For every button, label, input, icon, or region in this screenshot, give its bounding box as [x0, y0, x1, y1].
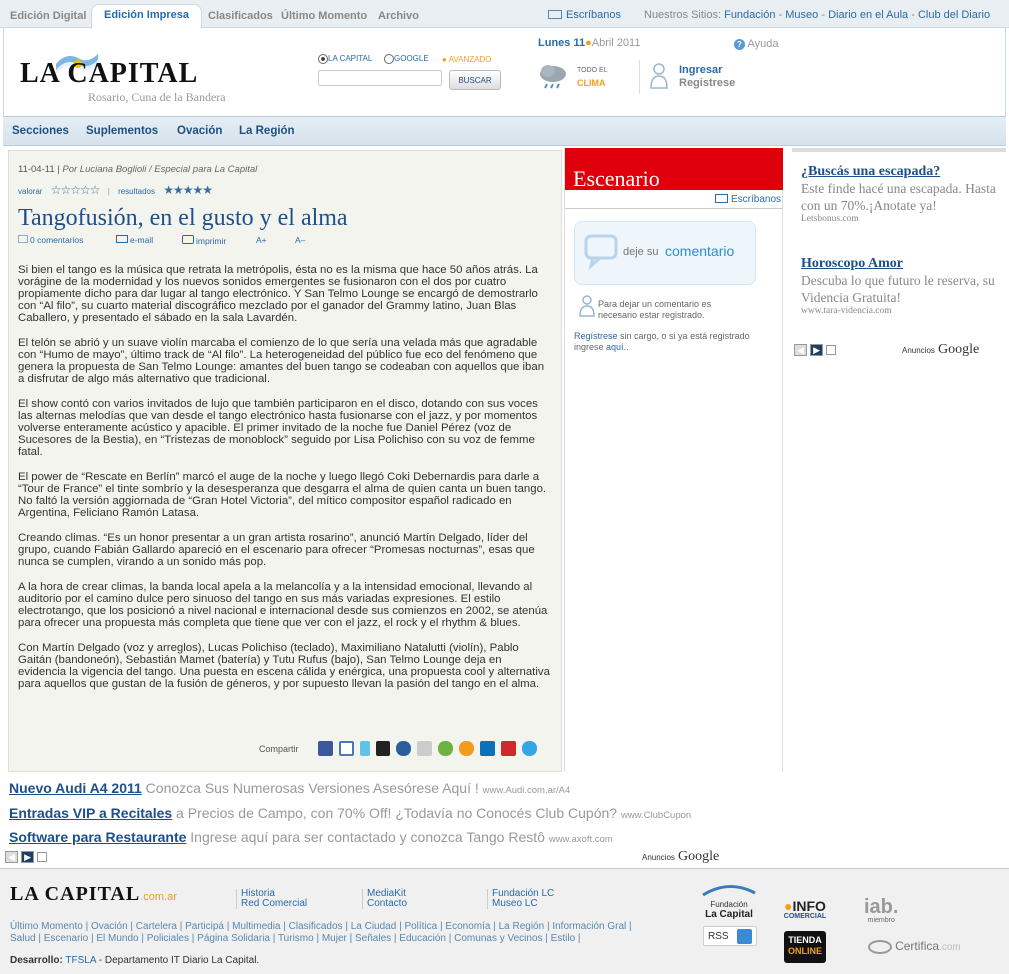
star-filled-icon: ★ — [182, 183, 193, 197]
google-ad-desc: Este finde hacé una escapada. Hasta con un 70%.¡Anotate ya! — [801, 181, 996, 213]
info-main: INFO — [792, 898, 826, 914]
site-link-museo[interactable]: Museo — [785, 9, 819, 21]
site-link-club-diario[interactable]: Club del Diario — [917, 9, 991, 21]
fundacion-swoosh-icon — [701, 883, 757, 897]
search-advanced-label: AVANZADO — [448, 55, 492, 64]
escenario-title: Escenario — [573, 166, 660, 191]
footer-links-line-2[interactable]: Salud | Escenario | El Mundo | Policiales | Página Solidaria | Turismo | Mujer | Señales | Educación | Comunas y Vecinos | Estilo | — [10, 932, 581, 944]
login-here-link[interactable]: aquí — [606, 342, 624, 352]
article-paragraph: El power de “Rescate en Berlín” marcó el auge de la noche y luego llegó Coki Debernardis para darle a “Tour de France” el tinte sombrío y la desesperanza que desgarra el alma de quien canta un buen tango. No faltó la versión aggiornada de “Gran Hotel Victoria”, del mítico compositor español radicado en Argentina, Feliciano Ramón Latasa. — [18, 471, 547, 519]
article-paragraph: El telón se abrió y un suave violín marcaba el comienzo de lo que sería una velada más que agradable con “Humo de mayo”, último track de “Al filo”. La heterogeneidad del público fue eco del fenómeno que genera la propuesta de San Telmo Lounge: amantes del buen tango se codeaban con aquellos que iban a disfrutar de algo más alternativo que tradicional. — [18, 337, 545, 385]
google-ad-title[interactable]: ¿Buscás una escapada? — [801, 164, 941, 179]
search-option-lacapital-label: LA CAPITAL — [328, 54, 373, 64]
main-nav — [3, 116, 1006, 146]
weather-top: TODO EL — [577, 67, 608, 74]
google-ad-title[interactable]: Horoscopo Amor — [801, 256, 904, 271]
footer-col-3 — [487, 889, 554, 909]
site-tagline: Rosario, Cuna de la Bandera — [88, 90, 226, 104]
certifica-text: Certifica — [895, 939, 940, 953]
footer-link-museo[interactable]: Museo LC — [492, 898, 538, 909]
text-ad[interactable] — [9, 829, 613, 845]
escenario-contact-label: Escríbanos — [731, 194, 782, 205]
rss-button[interactable] — [703, 926, 757, 946]
dev-link[interactable]: TFSLA — [65, 955, 96, 966]
comment-icon — [18, 235, 28, 243]
search-option-google[interactable] — [384, 54, 429, 64]
register-prompt — [574, 331, 779, 353]
email-label: e-mail — [130, 235, 154, 245]
share-bar — [259, 741, 540, 756]
footer-logo-suffix: .com.ar — [140, 891, 177, 903]
info-dot-icon: ● — [784, 898, 793, 914]
google-ad-desc: Descuba lo que futuro le reserva, su Videncia Gratuita! — [801, 273, 995, 305]
ads-by-label: Anuncios — [902, 346, 935, 355]
search-option-google-label: GOOGLE — [394, 54, 429, 64]
font-bigger-button[interactable]: A+ — [256, 235, 267, 245]
footer-link-mediakit[interactable]: MediaKit — [367, 888, 406, 899]
share-label: Compartir — [259, 743, 299, 754]
next-arrow-icon[interactable]: ▶ — [810, 344, 823, 356]
text-ad-title[interactable]: Nuevo Audi A4 2011 — [9, 780, 142, 796]
top-bar — [0, 0, 1009, 28]
iab-text: iab. — [864, 896, 899, 918]
tab-edicion-digital[interactable]: Edición Digital — [10, 10, 87, 22]
certifica-suffix: .com — [939, 942, 961, 953]
google-logo: Google — [677, 849, 720, 864]
google-icon[interactable] — [339, 741, 354, 756]
technorati-icon[interactable] — [501, 741, 516, 756]
comment-button[interactable] — [574, 221, 756, 285]
ads-by-label: Anuncios — [642, 853, 675, 862]
site-logo[interactable] — [18, 50, 226, 104]
rss-label: RSS — [708, 931, 729, 942]
rate-label: valorar — [18, 187, 43, 196]
facebook-icon[interactable] — [318, 741, 333, 756]
comment-button-main: comentario — [665, 243, 735, 259]
register-prompt-end: .. — [623, 342, 629, 352]
rating-widget: valorar ☆☆☆☆☆ | resultados ★★★★★ — [18, 183, 213, 197]
article-paragraph: Si bien el tango es la música que retrata la metrópolis, ésta no es la misma que hace 50 años atrás. La vorágine de la modernidad y los nuevos sonidos emergentes se fusionaron con el dos por cuatro propiamente dicho para dar lugar al tango electrónico. Y San Telmo Lounge se encargó de demostrarlo con “Al filo”, su cuarto material discográfico mezclado por el ganador del Grammy latino, Juan Blas Caballero, y presentado el sábado en la sala Lavardén. — [18, 264, 538, 324]
article-byline: Por Luciana Boglioli / Especial para La Capital — [62, 164, 258, 175]
linkedin-icon[interactable] — [480, 741, 495, 756]
tab-edicion-impresa[interactable]: Edición Impresa — [91, 4, 202, 29]
escenario-divider — [565, 208, 783, 209]
print-label: imprimir — [196, 236, 227, 246]
radio-checked-icon — [318, 54, 328, 64]
text-ad[interactable] — [9, 780, 570, 796]
site-footer — [0, 868, 1009, 974]
meneame-icon[interactable] — [438, 741, 453, 756]
text-ad-title[interactable]: Software para Restaurante — [9, 829, 187, 845]
footer-section-links — [10, 921, 635, 944]
escenario-contact-link[interactable] — [715, 194, 781, 205]
tab-archivo[interactable]: Archivo — [378, 10, 419, 22]
login-widget — [647, 62, 767, 96]
footer-logo[interactable] — [10, 883, 177, 906]
footer-dev — [10, 955, 259, 966]
expand-icon[interactable] — [826, 345, 836, 355]
print-icon — [182, 235, 194, 244]
tienda-bottom: ONLINE — [787, 946, 822, 956]
star-empty-icon[interactable]: ☆ — [50, 183, 61, 197]
star-empty-icon[interactable]: ☆ — [60, 183, 71, 197]
certifica-logo[interactable] — [868, 939, 961, 954]
digg-icon[interactable] — [417, 741, 432, 756]
text-ad-desc: Ingrese aquí para ser contactado y conozca Tango Restô — [186, 829, 549, 845]
text-ad-nav — [5, 851, 47, 863]
article-paragraph: Con Martín Delgado (voz y arreglos), Lucas Polichiso (teclado), Maximiliano Natalutti (violín), Pablo Gaitán (bandoneón), Sebastián Mamet (batería) y Tutu Rufus (bajo), San Telmo Lounge deja en evidencia la vigencia del tango. Una puesta en escena cálida y enérgica, una propuesta cool y alternativa para aquellos que gustan de la fusión de géneros, y por supuesto llevan la pasión del tango en el alma. — [18, 642, 550, 690]
google-ad-url: Letsbonus.com — [801, 214, 859, 224]
rate-stars[interactable] — [51, 183, 100, 197]
contact-label: Escríbanos — [566, 9, 622, 21]
star-empty-icon[interactable]: ☆ — [79, 183, 90, 197]
header-divider — [639, 60, 640, 94]
text-ad-title[interactable]: Entradas VIP a Recitales — [9, 805, 173, 821]
article-body — [18, 264, 552, 703]
article-date: 11-04-11 — [18, 164, 55, 175]
footer-link-contacto[interactable]: Contacto — [367, 898, 408, 909]
site-link-fundacion[interactable]: Fundación — [724, 9, 776, 21]
rss-icon — [737, 929, 752, 944]
google-ads-brand — [902, 342, 979, 358]
article-meta: 11-04-11 | Por Luciana Boglioli / Especial para La Capital — [18, 164, 258, 175]
star-filled-icon: ★ — [192, 183, 203, 197]
comments-count: 0 comentarios — [30, 235, 84, 245]
envelope-icon — [548, 10, 562, 19]
google-ad-nav — [794, 344, 836, 356]
google-ads-sidebar — [792, 148, 1006, 366]
twitter-icon[interactable] — [360, 741, 370, 756]
article-paragraph: A la hora de crear climas, la banda local apela a la melancolía y a la intensidad emocional, llevando al auditorio por el camino dulce pero sinuoso del tango en sus más variadas expresiones. El estilo electrotango, que los posicionó a nivel nacional e internacional desde sus comienzos en 2002, se atenúa para ofrecer una propuesta más completa que tiene que ver con el jazz, el rock y el rhythm & blues. — [18, 581, 548, 629]
certifica-icon — [868, 940, 892, 954]
google-ad-url: www.tara-videncia.com — [801, 306, 892, 316]
text-ad-url: www.ClubCupon — [620, 810, 692, 821]
footer-col-2 — [362, 889, 407, 909]
result-stars — [163, 183, 212, 197]
tienda-online-button[interactable] — [784, 931, 826, 963]
nav-suplementos[interactable]: Suplementos — [86, 125, 159, 137]
prev-arrow-icon[interactable]: ◀ — [794, 344, 807, 356]
text-ad-url: www.Audi.com.ar/A4 — [482, 785, 571, 796]
cloud-rain-icon — [537, 62, 569, 92]
print-link[interactable] — [182, 235, 226, 246]
dev-label: Desarrollo: — [10, 955, 63, 966]
speech-bubble-icon — [583, 232, 621, 270]
text-ad-desc: a Precios de Campo, con 70% Off! ¿Todavía no Conocés Club Cupón? — [172, 805, 621, 821]
star-filled-icon: ★ — [202, 183, 213, 197]
search-button[interactable]: BUSCAR — [449, 70, 501, 90]
footer-logo-text: LA CAPITAL — [10, 883, 141, 905]
google-ad[interactable] — [801, 256, 997, 316]
register-link[interactable]: Registrese — [679, 77, 736, 89]
search-box — [318, 54, 508, 114]
comments-link[interactable] — [18, 235, 83, 245]
article-paragraph: El show contó con varios invitados de lujo que también participaron en el disco, dotando con sus voces las alternas melodías que van desde el tango electrónico hasta fusionarse con el jazz, y por momentos volverse enteramente acústico y apacible. El primer invitado de la noche fue Daniel Pérez (voz de Sucesores de la Bestia), en “Tristezas de monoblock” seguido por Lisa Polichiso con su voz de femme fatal. — [18, 398, 538, 458]
search-advanced-link[interactable]: ● AVANZADO — [442, 55, 492, 64]
iab-sub: miembro — [867, 917, 895, 924]
weather-widget[interactable] — [537, 62, 637, 96]
footer-link-red-comercial[interactable]: Red Comercial — [241, 898, 308, 909]
date-rest: Abril 2011 — [591, 37, 641, 49]
contact-link[interactable] — [548, 9, 621, 21]
search-input[interactable] — [318, 70, 442, 86]
register-prompt-text: sin cargo, o si ya está registrado ingrese — [574, 331, 750, 352]
tab-clasificados[interactable]: Clasificados — [208, 10, 273, 22]
iab-logo[interactable] — [864, 897, 898, 924]
escenario-panel — [564, 148, 783, 772]
email-icon — [116, 235, 128, 243]
site-header — [3, 28, 1006, 116]
register-prompt-link[interactable]: Regístrese — [574, 331, 618, 341]
dev-text: - Departamento IT Diario La Capital. — [95, 955, 260, 966]
user-icon — [649, 62, 669, 90]
expand-icon[interactable] — [37, 852, 47, 862]
blogger-icon[interactable] — [459, 741, 474, 756]
bottom-ads-brand — [642, 849, 719, 865]
star-filled-icon: ★ — [163, 183, 173, 197]
tienda-top: TIENDA — [788, 935, 822, 945]
text-ad-url: www.axoft.com — [548, 834, 613, 845]
weather-bottom: CLIMA — [577, 78, 606, 88]
tab-ultimo-momento[interactable]: Último Momento — [281, 10, 368, 22]
text-ad[interactable] — [9, 805, 691, 821]
next-arrow-icon[interactable]: ▶ — [21, 851, 34, 863]
google-logo: Google — [937, 342, 980, 357]
font-smaller-button[interactable]: A– — [295, 235, 306, 245]
date-day: Lunes 11 — [538, 37, 586, 49]
user-icon — [579, 294, 595, 318]
nav-la-region[interactable]: La Región — [239, 125, 295, 137]
star-filled-icon: ★ — [172, 183, 183, 197]
text-ad-desc: Conozca Sus Numerosas Versiones Asesórese Aquí ! — [141, 780, 483, 796]
myspace-icon[interactable] — [396, 741, 411, 756]
delicious-icon[interactable] — [376, 741, 390, 756]
article — [8, 150, 562, 772]
footer-link-historia[interactable]: Historia — [241, 888, 275, 899]
fundacion-bottom: La Capital — [705, 909, 753, 920]
buzz-icon[interactable] — [522, 741, 537, 756]
nav-secciones[interactable]: Secciones — [12, 125, 69, 137]
help-link[interactable] — [734, 38, 778, 50]
sister-sites-label: Nuestros Sitios: — [644, 9, 722, 21]
article-paragraph: Creando climas. “Es un honor presentar a un gran artista rosarino”, anunció Martín Delgado, líder del grupo, cuando Fabián Gallardo apareció en el escenario para ofrecer “Promesas nocturnas”, esas que nunca se cumplen, virando a un sonido más pop. — [18, 532, 535, 568]
fundacion-logo[interactable] — [698, 883, 760, 920]
escenario-header — [565, 148, 783, 190]
info-sub: COMERCIAL — [783, 913, 827, 920]
article-title: Tangofusión, en el gusto y el alma — [18, 205, 348, 231]
radio-unchecked-icon — [384, 54, 394, 64]
header-date: Lunes 11●Abril 2011 — [538, 37, 641, 49]
site-link-diario-aula[interactable]: Diario en el Aula — [828, 9, 909, 21]
fundacion-top: Fundación — [710, 900, 748, 909]
prev-arrow-icon[interactable]: ◀ — [5, 851, 18, 863]
info-comercial-logo[interactable] — [780, 899, 830, 920]
envelope-icon — [715, 194, 728, 203]
comment-button-pre: deje su — [623, 246, 659, 258]
sister-sites: Nuestros Sitios: Fundación - Museo - Diario en el Aula - Club del Diario — [644, 9, 991, 21]
search-option-lacapital[interactable] — [318, 54, 372, 64]
email-link[interactable] — [116, 235, 153, 245]
results-label: resultados — [118, 187, 155, 196]
star-empty-icon[interactable]: ☆ — [70, 183, 80, 197]
nav-ovacion[interactable]: Ovación — [177, 125, 223, 137]
footer-links-line-1[interactable]: Último Momento | Ovación | Cartelera | Participá | Multimedia | Clasificados | La Ciudad | Política | Economía | La Región | Información Gral | — [10, 921, 632, 932]
google-ad[interactable] — [801, 164, 997, 224]
login-link[interactable]: Ingresar — [679, 64, 723, 76]
footer-link-fundacion[interactable]: Fundación LC — [492, 888, 555, 899]
footer-col-1 — [236, 889, 307, 909]
help-label: Ayuda — [747, 38, 779, 50]
register-notice: Para dejar un comentario es necesario estar registrado. — [598, 299, 712, 320]
help-icon: ? — [734, 39, 745, 50]
star-empty-icon[interactable]: ☆ — [89, 183, 100, 197]
logo-text: LA CAPITAL — [20, 58, 199, 89]
